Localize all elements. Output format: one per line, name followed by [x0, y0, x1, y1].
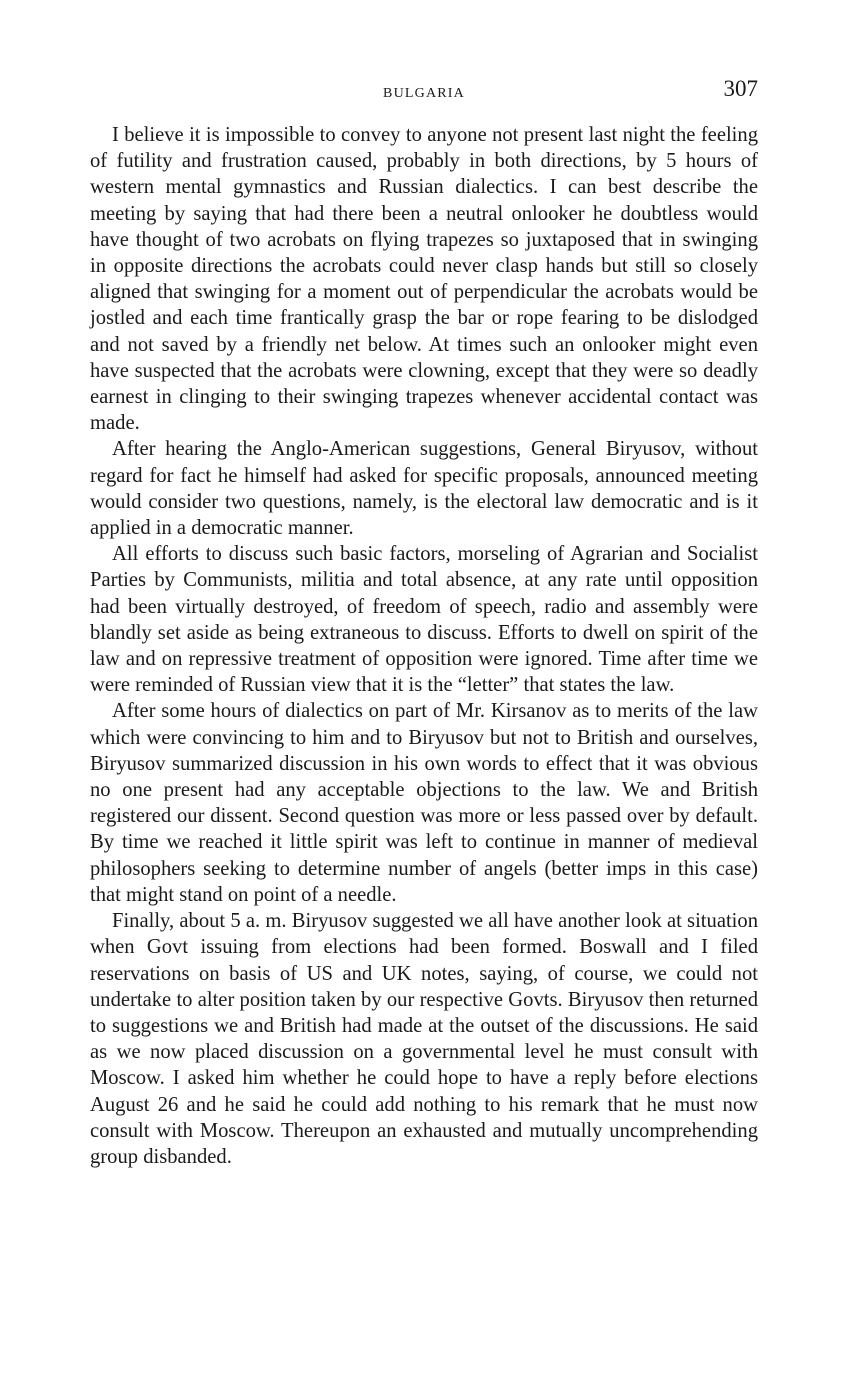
running-header — [90, 72, 758, 112]
paragraph-3: All efforts to discuss such basic factors, morseling of Agrarian and Socialist Parties by Communists, militia and total absence, at any rate until opposition had been virtually destroyed, of freedom of speech, radio and assembly were blandly set aside as being extraneous to discuss. Efforts to dwell on spirit of the law and on repressive treatment of opposition were ignored. Time after time we were reminded of Russian view that it is the “letter” that states the law. — [90, 543, 758, 697]
page-number: 307 — [723, 76, 758, 101]
paragraph-4: After some hours of dialectics on part of Mr. Kirsanov as to merits of the law which were convincing to him and to Biryusov but not to British and ourselves, Biryusov summarized discussion in his own words to effect that it was obvious no one present had any acceptable objections to the law. We and British registered our dissent. Second question was more or less passed over by default. By time we reached it little spirit was left to continue in manner of medieval philosophers seeking to determine number of angels (better imps in this case) that might stand on point of a needle. — [90, 700, 758, 906]
paragraph-5: Finally, about 5 a. m. Biryusov suggested we all have another look at situation when Govt issuing from elections had been formed. Boswall and I filed reservations on basis of US and UK notes, saying, of course, we could not undertake to alter position taken by our respective Govts. Biryusov then returned to suggestions we and British had made at the outset of the discussions. He said as we now placed discussion on a governmental level he must consult with Moscow. I asked him whether he could hope to have a reply before elections August 26 and he said he could add nothing to his remark that he must now consult with Moscow. Thereupon an exhausted and mutually uncomprehending group disbanded. — [90, 910, 758, 1168]
paragraph-2: After hearing the Anglo-American suggestions, General Biryusov, without regard for fact he himself had asked for specific proposals, announced meeting would consider two questions, namely, is the electoral law democratic and is it applied in a democratic manner. — [90, 438, 758, 540]
body-text — [90, 122, 758, 1170]
paragraph-1: I believe it is impossible to convey to anyone not present last night the feeling of futility and frustration caused, probably in both directions, by 5 hours of western mental gymnastics and Russian dialectics. I can best describe the meeting by saying that had there been a neutral onlooker he doubtless would have thought of two acrobats on flying trapezes so juxtaposed that in swinging in opposite directions the acrobats could never clasp hands but still so closely aligned that swinging for a moment out of perpendicular the acrobats would be jostled and each time frantically grasp the bar or rope fearing to be dislodged and not saved by a friendly net below. At times such an onlooker might even have suspected that the acrobats were clowning, except that they were so deadly earnest in clinging to their swinging trapezes whenever accidental contact was made. — [90, 124, 758, 435]
document-page — [90, 72, 758, 1170]
running-title: BULGARIA — [383, 86, 465, 101]
